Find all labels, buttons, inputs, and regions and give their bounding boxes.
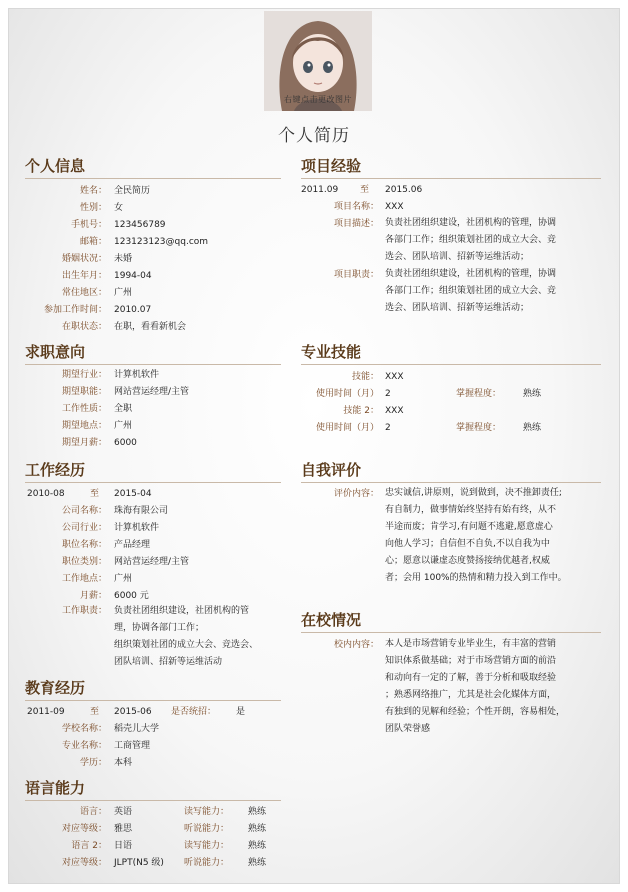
personal-field-value: 2010.07 xyxy=(114,305,152,315)
work-field-value: 6000 元 xyxy=(114,591,149,601)
language-field-value-2: 熟练 xyxy=(248,858,267,868)
work-field-label: 公司行业： xyxy=(61,523,107,533)
language-field-value-2: 熟练 xyxy=(248,807,267,817)
photo-caption: 右键点击更改图片 xyxy=(284,95,352,104)
intent-field-value: 全职 xyxy=(114,404,133,414)
project-role-line: 负责社团组织建设，社团机构的管理，协调 xyxy=(385,269,557,279)
language-field-label-2: 听说能力： xyxy=(183,824,229,834)
language-field-label: 语言： xyxy=(79,807,107,817)
project-desc-text xyxy=(385,215,609,266)
intent-field-label: 期望职能： xyxy=(61,387,107,397)
education-end-date: 2015-06 xyxy=(114,707,152,717)
work-end-date: 2015-04 xyxy=(114,489,152,499)
language-field-label: 对应等级： xyxy=(61,858,107,868)
intent-field-value: 网站营运经理/主管 xyxy=(114,387,190,397)
language-field-label-2: 读写能力： xyxy=(183,807,229,817)
campus-line: 有独到的见解和经验；个性开朗，容易相处， xyxy=(385,707,566,717)
personal-field-label: 婚姻状况： xyxy=(61,254,107,264)
skill-field-label-2: 掌握程度： xyxy=(455,389,501,399)
personal-field-value: 全民简历 xyxy=(114,186,151,196)
work-field-label: 职位类别： xyxy=(61,557,107,567)
language-field-label: 语言 2： xyxy=(71,841,107,851)
language-field xyxy=(9,840,620,852)
project-role-label: 项目职责： xyxy=(333,270,379,280)
project-desc-line: 负责社团组织建设，社团机构的管理，协调 xyxy=(385,218,557,228)
education-date-to: 至 xyxy=(89,707,99,717)
project-start-date: 2011.09 xyxy=(301,185,339,195)
intent-field-label: 工作性质： xyxy=(61,404,107,414)
skill-field-label: 技能 2： xyxy=(343,406,379,416)
campus-label: 校内内容： xyxy=(333,640,379,650)
work-duty-label: 工作职责： xyxy=(61,606,107,616)
self-eval-label: 评价内容： xyxy=(333,489,379,499)
project-role-line: 各部门工作；组织策划社团的成立大会、竞 xyxy=(385,286,557,296)
project-end-date: 2015.06 xyxy=(385,185,423,195)
language-field-value-2: 熟练 xyxy=(248,841,267,851)
skill-field-value: XXX xyxy=(385,372,404,382)
self-eval-text xyxy=(385,485,611,587)
education-field-label: 学历： xyxy=(79,758,107,768)
language-field xyxy=(9,823,620,835)
skill-field xyxy=(9,371,620,383)
section-heading-self: 自我评价 xyxy=(301,459,601,483)
project-date-to: 至 xyxy=(359,185,369,195)
language-field-value: 英语 xyxy=(114,807,133,817)
language-field xyxy=(9,857,620,869)
personal-field-value: 123456789 xyxy=(114,220,166,230)
resume-page xyxy=(8,8,620,884)
language-field-value: 雅思 xyxy=(114,824,133,834)
language-field-label: 对应等级： xyxy=(61,824,107,834)
campus-line: 知识体系做基础；对于市场营销方面的前沿 xyxy=(385,656,557,666)
work-date-to: 至 xyxy=(89,489,99,499)
project-desc-label: 项目描述： xyxy=(333,219,379,229)
personal-field-value: 广州 xyxy=(114,288,133,298)
skill-field-value: XXX xyxy=(385,406,404,416)
self-eval-line: 半途而废；肯学习,有问题不逃避,愿意虚心 xyxy=(385,522,553,532)
work-field-value: 网站营运经理/主管 xyxy=(114,557,190,567)
section-heading-education: 教育经历 xyxy=(25,677,281,701)
skill-field-label: 使用时间（月） xyxy=(315,389,379,399)
personal-field-value: 1994-04 xyxy=(114,271,152,281)
unified-admission-label: 是否统招： xyxy=(170,707,216,717)
personal-field-value: 123123123@qq.com xyxy=(114,237,209,247)
language-field-label-2: 读写能力： xyxy=(183,841,229,851)
skill-field-label: 技能： xyxy=(351,372,379,382)
education-field-value: 本科 xyxy=(114,758,133,768)
intent-field xyxy=(9,437,620,449)
project-role-text xyxy=(385,266,609,317)
section-heading-project: 项目经验 xyxy=(301,155,601,179)
intent-field-label: 期望行业： xyxy=(61,370,107,380)
project-name-value: XXX xyxy=(385,202,404,212)
intent-field-value: 计算机软件 xyxy=(114,370,160,380)
education-start-date: 2011-09 xyxy=(27,707,65,717)
work-field xyxy=(9,590,620,602)
personal-field-label: 手机号： xyxy=(70,220,107,230)
project-desc-line: 选会、团队培训、招新等运维活动； xyxy=(385,252,530,262)
page-title: 个人简历 xyxy=(278,126,350,146)
skill-field-label: 使用时间（月） xyxy=(315,423,379,433)
skill-field xyxy=(9,422,620,434)
campus-line: 团队荣誉感 xyxy=(385,724,431,734)
work-field-label: 月薪： xyxy=(79,591,107,601)
education-field-label: 学校名称： xyxy=(61,724,107,734)
project-date-row xyxy=(9,184,620,196)
intent-field-label: 期望月薪： xyxy=(61,438,107,448)
personal-field-label: 在职状态： xyxy=(61,322,107,332)
self-eval-line: 向他人学习；自信但不自负,不以自我为中 xyxy=(385,539,550,549)
language-field-label-2: 听说能力： xyxy=(183,858,229,868)
personal-field-label: 姓名： xyxy=(79,186,107,196)
work-duty-line: 团队培训、招新等运维活动 xyxy=(114,657,223,667)
project-desc-line: 各部门工作；组织策划社团的成立大会、竞 xyxy=(385,235,557,245)
section-heading-skills: 专业技能 xyxy=(301,341,601,365)
intent-field-value: 广州 xyxy=(114,421,133,431)
campus-text xyxy=(385,636,611,738)
campus-line: 和动向有一定的了解，善于分析和吸取经验 xyxy=(385,673,557,683)
work-field-label: 工作地点： xyxy=(61,574,107,584)
work-field-value: 产品经理 xyxy=(114,540,151,550)
project-role-line: 选会、团队培训、招新等运维活动； xyxy=(385,303,530,313)
education-field xyxy=(9,757,620,769)
work-field-value: 珠海有限公司 xyxy=(114,506,169,516)
work-field-label: 公司名称： xyxy=(61,506,107,516)
section-heading-personal: 个人信息 xyxy=(25,155,281,179)
work-field-value: 计算机软件 xyxy=(114,523,160,533)
language-field-value: JLPT(N5 级) xyxy=(114,858,164,868)
skill-field xyxy=(9,405,620,417)
personal-field-label: 参加工作时间： xyxy=(43,305,107,315)
campus-line: ；熟悉网络推广，尤其是社会化媒体方面， xyxy=(385,690,557,700)
personal-field-label: 常住地区： xyxy=(61,288,107,298)
skill-field-value: 2 xyxy=(385,389,391,399)
section-heading-language: 语言能力 xyxy=(25,777,281,801)
work-duty-line: 组织策划社团的成立大会、竞选会、 xyxy=(114,640,259,650)
self-eval-line: 有自制力，做事情始终坚持有始有终，从不 xyxy=(385,505,557,515)
education-field-value: 工商管理 xyxy=(114,741,151,751)
work-duty-line: 理，协调各部门工作； xyxy=(114,623,205,633)
education-field xyxy=(9,740,620,752)
skill-field-value-2: 熟练 xyxy=(523,389,542,399)
language-field xyxy=(9,806,620,818)
personal-field-label: 性别： xyxy=(79,203,107,213)
education-field-value: 稻壳儿大学 xyxy=(114,724,160,734)
skill-field xyxy=(9,388,620,400)
skill-field-value-2: 熟练 xyxy=(523,423,542,433)
skill-field-value: 2 xyxy=(385,423,391,433)
work-field-value: 广州 xyxy=(114,574,133,584)
self-eval-line: 忠实诚信,讲原则，说到做到，决不推卸责任; xyxy=(385,488,562,498)
unified-admission-value: 是 xyxy=(236,707,246,717)
project-name-row xyxy=(9,201,620,213)
personal-field-label: 邮箱： xyxy=(79,237,107,247)
section-heading-work: 工作经历 xyxy=(25,459,281,483)
section-heading-intent: 求职意向 xyxy=(25,341,281,365)
language-field-value: 日语 xyxy=(114,841,133,851)
education-date-row xyxy=(9,706,309,718)
intent-field-value: 6000 xyxy=(114,438,137,448)
section-heading-campus: 在校情况 xyxy=(301,609,601,633)
intent-field-label: 期望地点： xyxy=(61,421,107,431)
work-field-label: 职位名称： xyxy=(61,540,107,550)
self-eval-line: 者；会用 100%的热情和精力投入到工作中。 xyxy=(385,573,567,583)
personal-field xyxy=(9,321,620,333)
project-name-label: 项目名称： xyxy=(333,202,379,212)
personal-field-label: 出生年月： xyxy=(61,271,107,281)
work-duty-line: 负责社团组织建设，社团机构的管 xyxy=(114,606,250,616)
education-field-label: 专业名称： xyxy=(61,741,107,751)
personal-field-value: 在职，看看新机会 xyxy=(114,322,187,332)
skill-field-label-2: 掌握程度： xyxy=(455,423,501,433)
language-field-value-2: 熟练 xyxy=(248,824,267,834)
work-duty-text xyxy=(114,603,294,671)
personal-field-value: 未婚 xyxy=(114,254,133,264)
self-eval-line: 心；愿意以谦虚态度赞扬接纳优越者,权威 xyxy=(385,556,550,566)
profile-photo[interactable] xyxy=(264,11,372,111)
personal-field-value: 女 xyxy=(114,203,124,213)
work-start-date: 2010-08 xyxy=(27,489,65,499)
campus-line: 本人是市场营销专业毕业生，有丰富的营销 xyxy=(385,639,557,649)
